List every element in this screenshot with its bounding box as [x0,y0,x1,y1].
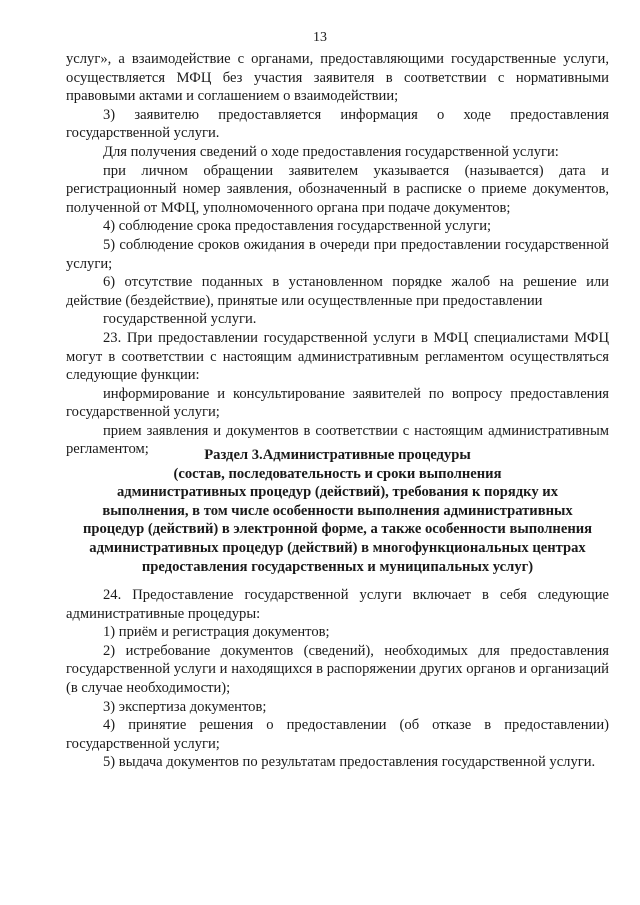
list-item: 1) приём и регистрация документов; [103,624,330,641]
list-item: 2) истребование документов (сведений), необходимых для предоставления государственной услуги и находящихся в распоряжении других органов и организаций (в случае необходимости); [66,642,609,696]
paragraph: при личном обращении заявителем указывается (называется) дата и регистрационный номер заявления, обозначенный в расписке о приеме документов, полученной от МФЦ, уполномоченного органа при подаче документов; [66,162,609,216]
paragraph: 6) отсутствие поданных в установленном порядке жалоб на решение или действие (бездействие), принятые или осуществленные при предоставлении [66,274,609,309]
paragraph: Для получения сведений о ходе предоставления государственной услуги: [103,143,559,160]
section-heading-line: административных процедур (действий), требования к порядку их [116,484,559,501]
section-heading [66,446,609,576]
paragraph: прием заявления и документов в соответствии с настоящим административным регламентом; [66,422,609,458]
paragraph: 23. При предоставлении государственной услуги в МФЦ специалистами МФЦ могут в соответствии с настоящим административным регламентом осуществляться следующие функции: [66,329,609,384]
section-heading-line: (состав, последовательность и сроки выполнения [173,465,502,482]
list-item: 5) выдача документов по результатам предоставления государственной услуги. [103,754,596,771]
body-text [66,50,609,459]
paragraph: 3) заявителю предоставляется информация о ходе предоставления государственной услуги. [66,106,609,142]
paragraph: услуг», а взаимодействие с органами, предоставляющими государственные услуги, осуществляется МФЦ без участия заявителя в соответствии с нормативными правовыми актами и соглашением о взаимодействии; [66,51,609,105]
section-heading-line: административных процедур (действий) в многофункциональных центрах [89,539,586,556]
page-number: 13 [313,30,327,45]
section-heading-line: выполнения, в том числе особенности выполнения административных [102,502,573,519]
list-item: 3) экспертиза документов; [103,698,267,715]
list-item: 4) принятие решения о предоставлении (об отказе в предоставлении) государственной услуги; [66,717,609,752]
paragraph: государственной услуги. [103,311,257,328]
section-heading-line: предоставления государственных и муниципальных услуг) [141,558,534,575]
procedures-intro: 24. Предоставление государственной услуги включает в себя следующие административные процедуры: [66,587,609,622]
paragraph: 5) соблюдение сроков ожидания в очереди при предоставлении государственной услуги; [66,236,609,272]
paragraph: 4) соблюдение срока предоставления государственной услуги; [103,218,492,235]
section-heading-line: процедур (действий) в электронной форме, а также особенности выполнения [82,521,593,538]
section-heading-line: Раздел 3.Административные процедуры [204,447,471,463]
paragraph: информирование и консультирование заявителей по вопросу предоставления государственной услуги; [66,385,609,421]
procedures-list [66,586,609,772]
